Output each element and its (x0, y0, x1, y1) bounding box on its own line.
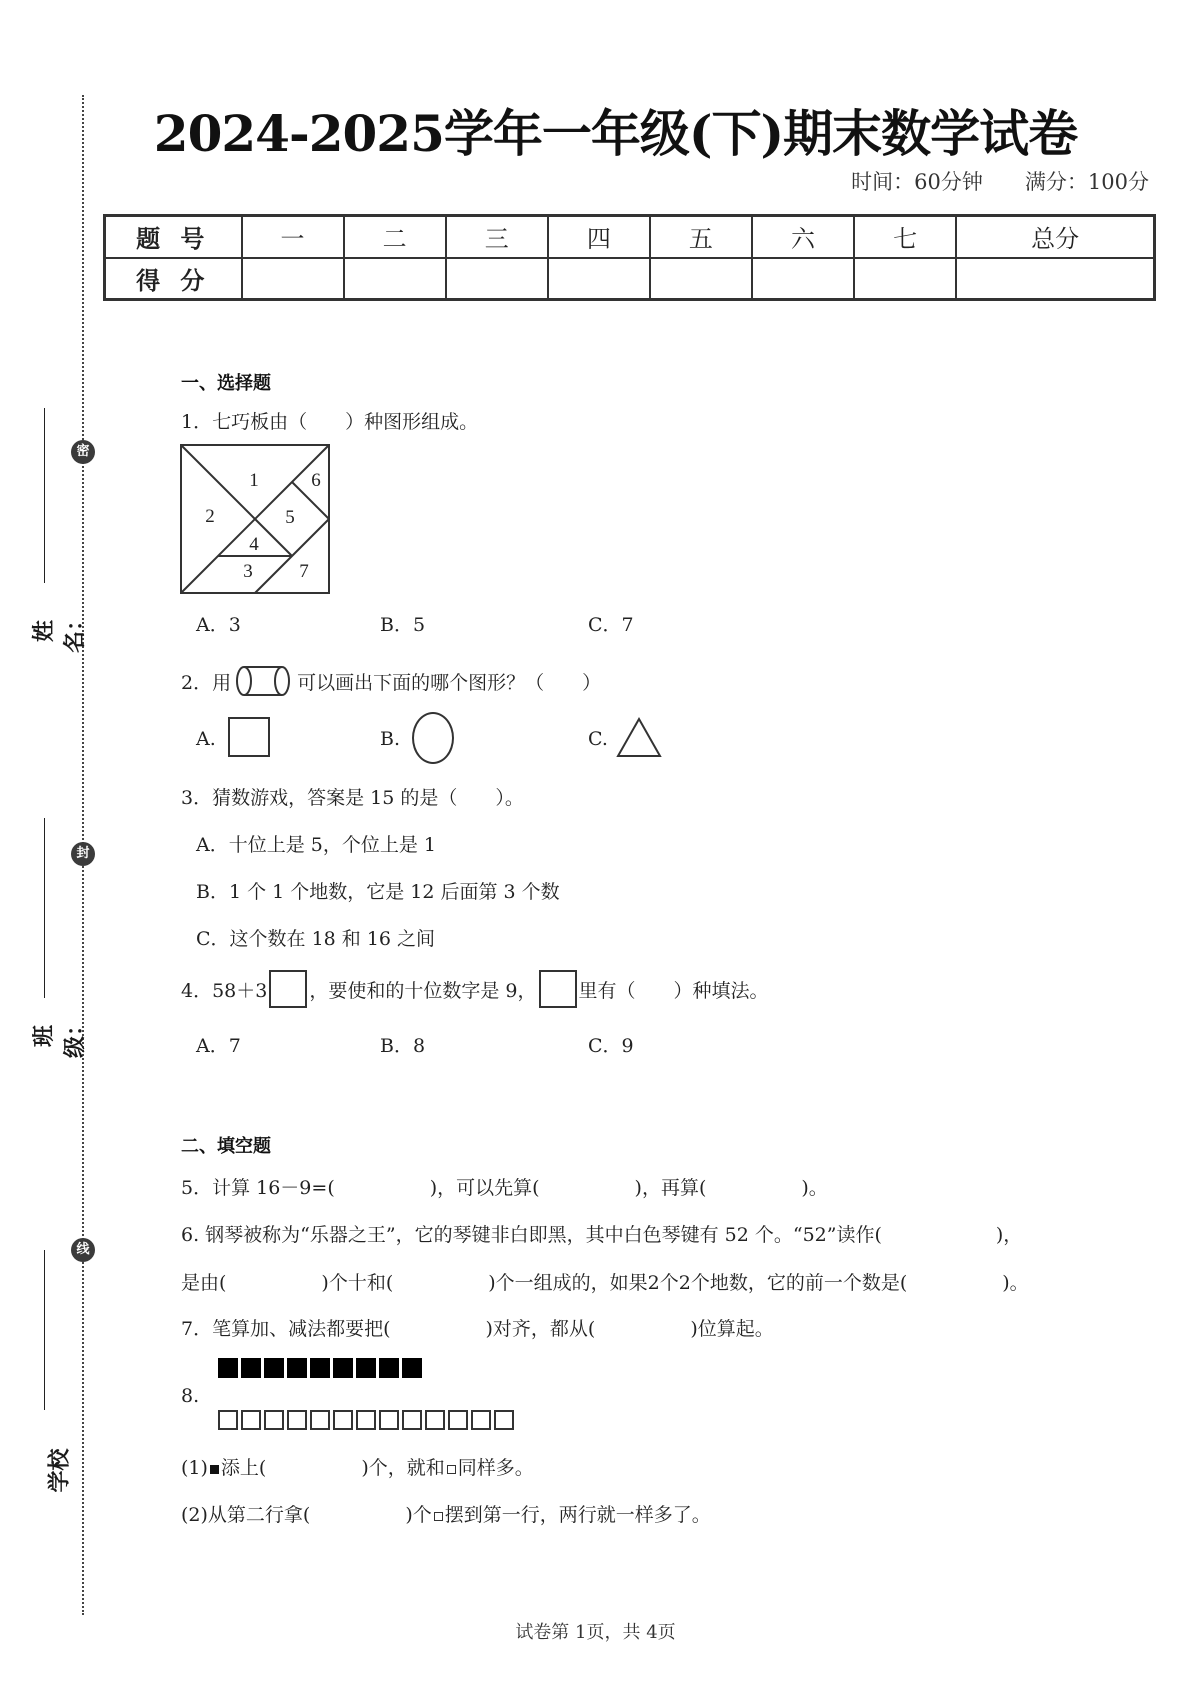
black-square (402, 1358, 422, 1378)
question-4 (181, 970, 769, 1008)
q4-part1: 4．58＋3 (181, 979, 268, 1002)
col-4: 四 (548, 216, 650, 258)
question-2 (181, 664, 601, 698)
page-title: 2024-2025学年一年级(下)期末数学试卷 (153, 104, 1078, 163)
q4-part3: 里有（ ）种填法。 (578, 979, 769, 1002)
exam-meta (851, 166, 1149, 196)
score-cell-1[interactable] (242, 258, 344, 300)
white-square (218, 1410, 238, 1430)
q4-answer-box-1[interactable] (269, 970, 307, 1008)
question-1: 1．七巧板由（ ）种图形组成。 (181, 411, 479, 433)
col-7: 七 (854, 216, 956, 258)
section-1-heading: 一、选择题 (181, 373, 271, 394)
white-square (287, 1410, 307, 1430)
page-footer: 试卷第 1页，共 4页 (515, 1622, 676, 1643)
tangram-label-5: 5 (285, 507, 295, 528)
q2-suffix: 可以画出下面的哪个图形？（ ） (297, 671, 602, 694)
seal-xian-icon: 线 (71, 1238, 95, 1262)
q1-option-c[interactable]: C．7 (588, 614, 634, 636)
q1-option-a[interactable]: A．3 (196, 614, 241, 636)
name-underline (44, 408, 45, 583)
black-square (379, 1358, 399, 1378)
score-cell-7[interactable] (854, 258, 956, 300)
tangram-figure (180, 444, 330, 594)
row-label-question-number: 题 号 (105, 216, 242, 258)
class-underline (44, 818, 45, 998)
tangram-label-4: 4 (249, 534, 259, 555)
q8-sub1-b: 同样多。 (457, 1457, 534, 1479)
triangle-shape-icon (616, 716, 662, 758)
black-square-icon (210, 1465, 219, 1474)
black-square (264, 1358, 284, 1378)
q4-option-b[interactable]: B．8 (380, 1035, 426, 1057)
exam-full-score: 满分：100分 (1024, 170, 1149, 194)
col-3: 三 (446, 216, 548, 258)
q4-part2: ，要使和的十位数字是 9， (309, 979, 537, 1002)
white-squares-row (218, 1410, 514, 1430)
q2-option-a[interactable]: A. (196, 728, 216, 750)
score-cell-5[interactable] (650, 258, 752, 300)
tangram-label-7: 7 (299, 561, 309, 582)
question-8-part-1 (181, 1453, 534, 1480)
black-square (310, 1358, 330, 1378)
name-label: 姓名： (32, 609, 88, 654)
row-label-score: 得 分 (105, 258, 242, 300)
col-5: 五 (650, 216, 752, 258)
white-square (333, 1410, 353, 1430)
white-square-icon (447, 1465, 456, 1474)
q2-prefix: 2．用 (181, 671, 232, 694)
black-square (287, 1358, 307, 1378)
score-table-score-row (105, 258, 1155, 300)
seal-mi-icon: 密 (71, 440, 95, 464)
exam-time: 时间：60分钟 (851, 170, 983, 194)
question-8-part-2 (181, 1500, 711, 1527)
q4-answer-box-2[interactable] (539, 970, 577, 1008)
black-square (241, 1358, 261, 1378)
q3-option-b[interactable]: B．1 个 1 个地数，它是 12 后面第 3 个数 (196, 881, 560, 903)
score-table-header-row (105, 216, 1155, 258)
question-7: 7．笔算加、减法都要把( )对齐，都从( )位算起。 (181, 1318, 774, 1340)
q3-option-c[interactable]: C．这个数在 18 和 16 之间 (196, 928, 436, 950)
question-6-line-1: 6. 钢琴被称为“乐器之王”，它的琴键非白即黑，其中白色琴键有 52 个。“52”读作( )， (181, 1224, 1023, 1246)
white-square (448, 1410, 468, 1430)
tangram-label-1: 1 (249, 470, 259, 491)
score-cell-3[interactable] (446, 258, 548, 300)
circle-shape-icon (412, 712, 454, 764)
black-squares-row (218, 1358, 422, 1378)
white-square (402, 1410, 422, 1430)
question-3: 3．猜数游戏，答案是 15 的是（ ）。 (181, 787, 524, 809)
white-square (425, 1410, 445, 1430)
rectangle-shape-icon (228, 717, 270, 757)
score-cell-4[interactable] (548, 258, 650, 300)
school-label: 学校 (47, 1448, 73, 1493)
q8-sub2-a: (2)从第二行拿( )个 (181, 1504, 432, 1526)
score-cell-2[interactable] (344, 258, 446, 300)
black-square (218, 1358, 238, 1378)
q3-option-a[interactable]: A．十位上是 5，个位上是 1 (196, 834, 436, 856)
school-underline (44, 1250, 45, 1410)
white-square (356, 1410, 376, 1430)
class-label: 班级： (32, 1014, 88, 1059)
q4-option-a[interactable]: A．7 (196, 1035, 241, 1057)
white-square (494, 1410, 514, 1430)
white-square (471, 1410, 491, 1430)
q2-option-c[interactable]: C. (588, 728, 608, 750)
question-6-line-2: 是由( )个十和( )个一组成的，如果2个2个地数，它的前一个数是( )。 (181, 1272, 1029, 1294)
col-1: 一 (242, 216, 344, 258)
question-5: 5．计算 16－9=( )，可以先算( )，再算( )。 (181, 1177, 828, 1199)
col-6: 六 (752, 216, 854, 258)
q8-sub1-a: 添上( )个，就和 (220, 1457, 445, 1479)
tangram-label-6: 6 (311, 470, 321, 491)
q1-option-b[interactable]: B．5 (380, 614, 426, 636)
q8-sub2-b: 摆到第一行，两行就一样多了。 (444, 1504, 711, 1526)
score-cell-6[interactable] (752, 258, 854, 300)
question-8-label: 8. (181, 1385, 200, 1407)
score-cell-total[interactable] (956, 258, 1154, 300)
black-square (333, 1358, 353, 1378)
black-square (356, 1358, 376, 1378)
tangram-label-2: 2 (205, 506, 215, 527)
white-square (310, 1410, 330, 1430)
q2-option-b[interactable]: B. (380, 728, 401, 750)
col-2: 二 (344, 216, 446, 258)
q8-sub1-prefix: (1) (181, 1457, 208, 1479)
tangram-label-3: 3 (243, 561, 253, 582)
white-square (264, 1410, 284, 1430)
score-table (103, 214, 1156, 301)
q4-option-c[interactable]: C．9 (588, 1035, 634, 1057)
white-square (241, 1410, 261, 1430)
white-square-icon (434, 1512, 443, 1521)
seal-feng-icon: 封 (71, 842, 95, 866)
white-square (379, 1410, 399, 1430)
col-total: 总分 (956, 216, 1154, 258)
section-2-heading: 二、填空题 (181, 1136, 271, 1157)
cylinder-icon (234, 664, 294, 698)
